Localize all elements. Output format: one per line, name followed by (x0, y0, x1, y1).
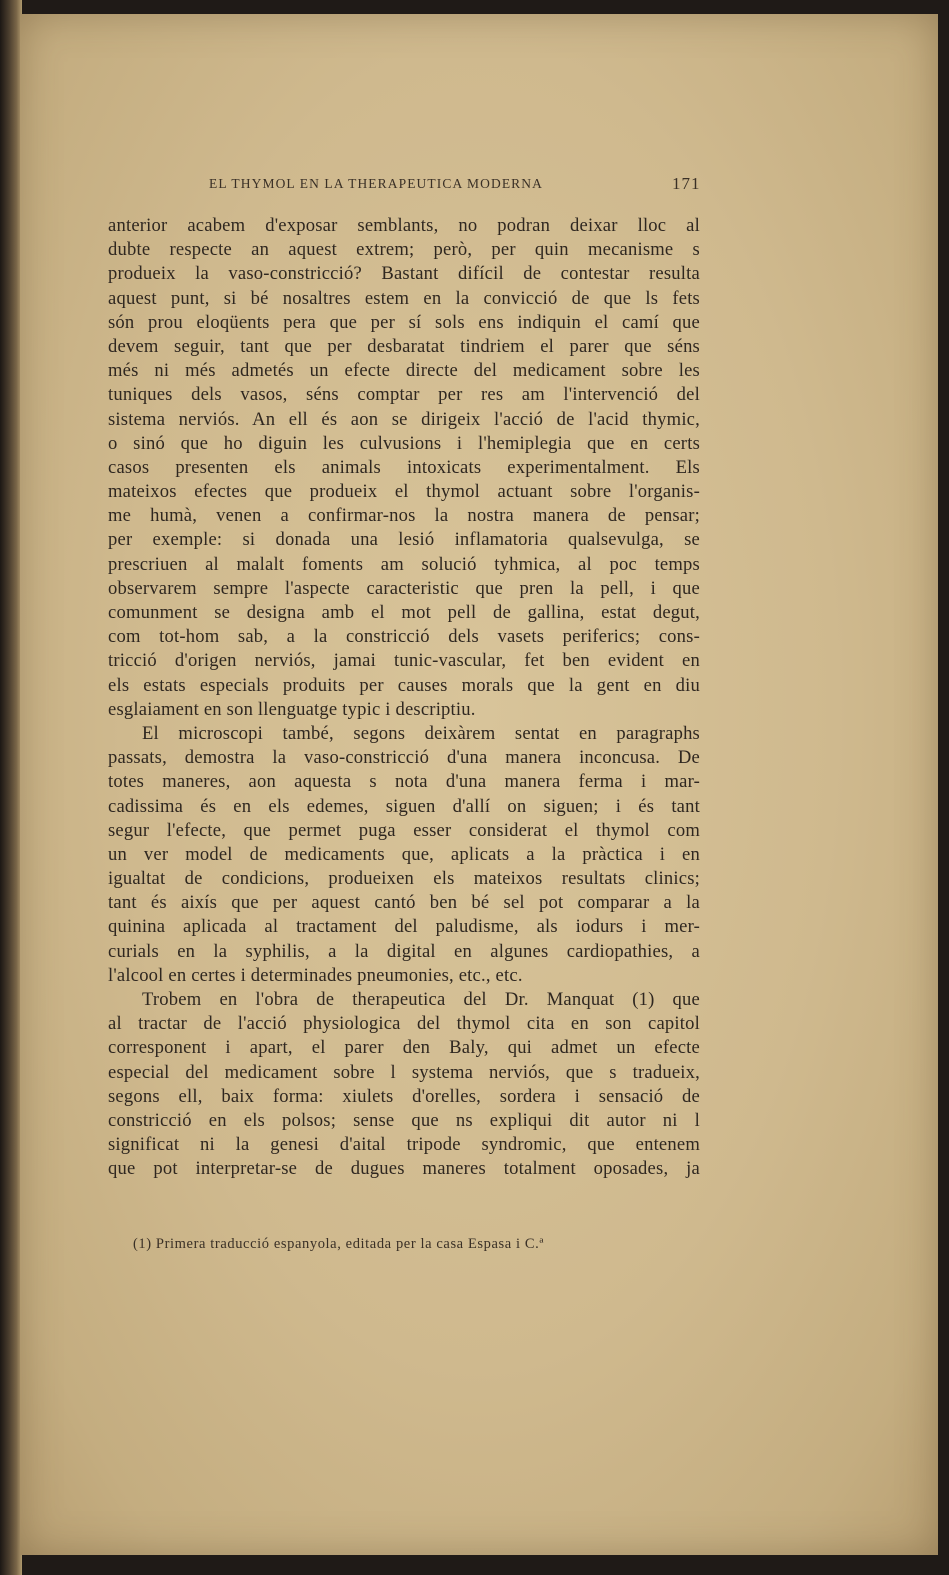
text-line: significat ni la genesi d'aital tripode syndromic, que entenem (108, 1134, 700, 1156)
binding-edge (0, 0, 22, 1575)
text-line: anterior acabem d'exposar semblants, no podran deixar lloc al (108, 215, 700, 236)
text-line: quinina aplicada al tractament del paludisme, als iodurs i mer- (108, 916, 700, 938)
text-line: els estats especials produits per causes morals que la gent en diu (108, 674, 700, 696)
body-text (108, 214, 700, 1182)
text-line: tant és aixís que per aquest cantó ben bé sel pot comparar a la (108, 892, 700, 914)
text-line: segur l'efecte, que permet puga esser considerat el thymol com (108, 819, 700, 841)
text-line: són prou eloqüents pera que per sí sols ens indiquin el camí que (108, 311, 700, 333)
text-line: un ver model de medicaments que, aplicats a la pràctica i en (108, 843, 700, 865)
text-line: dubte respecte an aquest extrem; però, per quin mecanisme s (108, 239, 700, 261)
text-line: aquest punt, si bé nosaltres estem en la convicció de que ls fets (108, 287, 700, 309)
text-line: observarem sempre l'aspecte caracteristic que pren la pell, i que (108, 577, 700, 599)
text-line: l'alcool en certes i determinades pneumonies, etc., etc. (108, 964, 523, 986)
text-line: segons ell, baix forma: xiulets d'orelles, sordera i sensació de (108, 1085, 700, 1107)
text-line: me humà, venen a confirmar-nos la nostra manera de pensar; (108, 505, 700, 527)
text-line: prescriuen al malalt foments am solució tyhmica, al poc temps (108, 553, 700, 575)
text-line: o sinó que ho diguin les culvusions i l'hemiplegia que en certs (108, 432, 700, 454)
text-line: per exemple: si donada una lesió inflamatoria qualsevulga, se (108, 529, 700, 551)
text-line: mateixos efectes que produeix el thymol actuant sobre l'organis- (108, 481, 700, 503)
running-header: EL THYMOL EN LA THERAPEUTICA MODERNA (209, 176, 543, 191)
text-line: devem seguir, tant que per desbaratat tindriem el parer que séns (108, 335, 700, 357)
text-line: com tot-hom sab, a la constricció dels vasets periferics; cons- (108, 626, 700, 648)
text-line: tuniques dels vasos, séns comptar per res am l'intervenció del (108, 384, 700, 406)
text-line: produeix la vaso-constricció? Bastant difícil de contestar resulta (108, 263, 700, 285)
text-line: esglaiament en son llenguatge typic i descriptiu. (108, 698, 476, 720)
paragraph-start-line: Trobem en l'obra de therapeutica del Dr. Manquat (1) que (142, 989, 700, 1010)
page-number: 171 (672, 174, 701, 193)
text-line: casos presenten els animals intoxicats experimentalment. Els (108, 456, 700, 478)
text-line: igualtat de condicions, produeixen els mateixos resultats clinics; (108, 868, 700, 890)
text-line: tricció d'origen nerviós, jamai tunic-vascular, fet ben evident en (108, 650, 700, 672)
text-line: comunment se designa amb el mot pell de gallina, estat degut, (108, 602, 700, 623)
text-line: que pot interpretar-se de dugues maneres totalment oposades, ja (108, 1158, 700, 1180)
text-line: totes maneres, aon aquesta s nota d'una manera ferma i mar- (108, 771, 700, 793)
text-line: més ni més admetés un efecte directe del medicament sobre les (108, 360, 700, 382)
text-line: sistema nerviós. An ell és aon se dirigeix l'acció de l'acid thymic, (108, 408, 700, 430)
footnote: (1) Primera traducció espanyola, editada per la casa Espasa i C.ª (133, 1236, 544, 1252)
text-line: especial del medicament sobre l systema nerviós, que s tradueix, (108, 1061, 700, 1083)
paragraph-start-line: El microscopi també, segons deixàrem sentat en paragraphs (142, 722, 700, 744)
text-line: constricció en els polsos; sense que ns expliqui dit autor ni l (108, 1109, 700, 1131)
text-line: corresponent i apart, el parer den Baly, qui admet un efecte (108, 1037, 700, 1059)
text-line: cadissima és en els edemes, siguen d'allí on siguen; i és tant (108, 795, 700, 817)
text-line: curials en la syphilis, a la digital en algunes cardiopathies, a (108, 940, 700, 962)
text-line: passats, demostra la vaso-constricció d'una manera inconcusa. De (108, 747, 700, 769)
text-line: al tractar de l'acció physiologica del thymol cita en son capitol (108, 1013, 700, 1035)
